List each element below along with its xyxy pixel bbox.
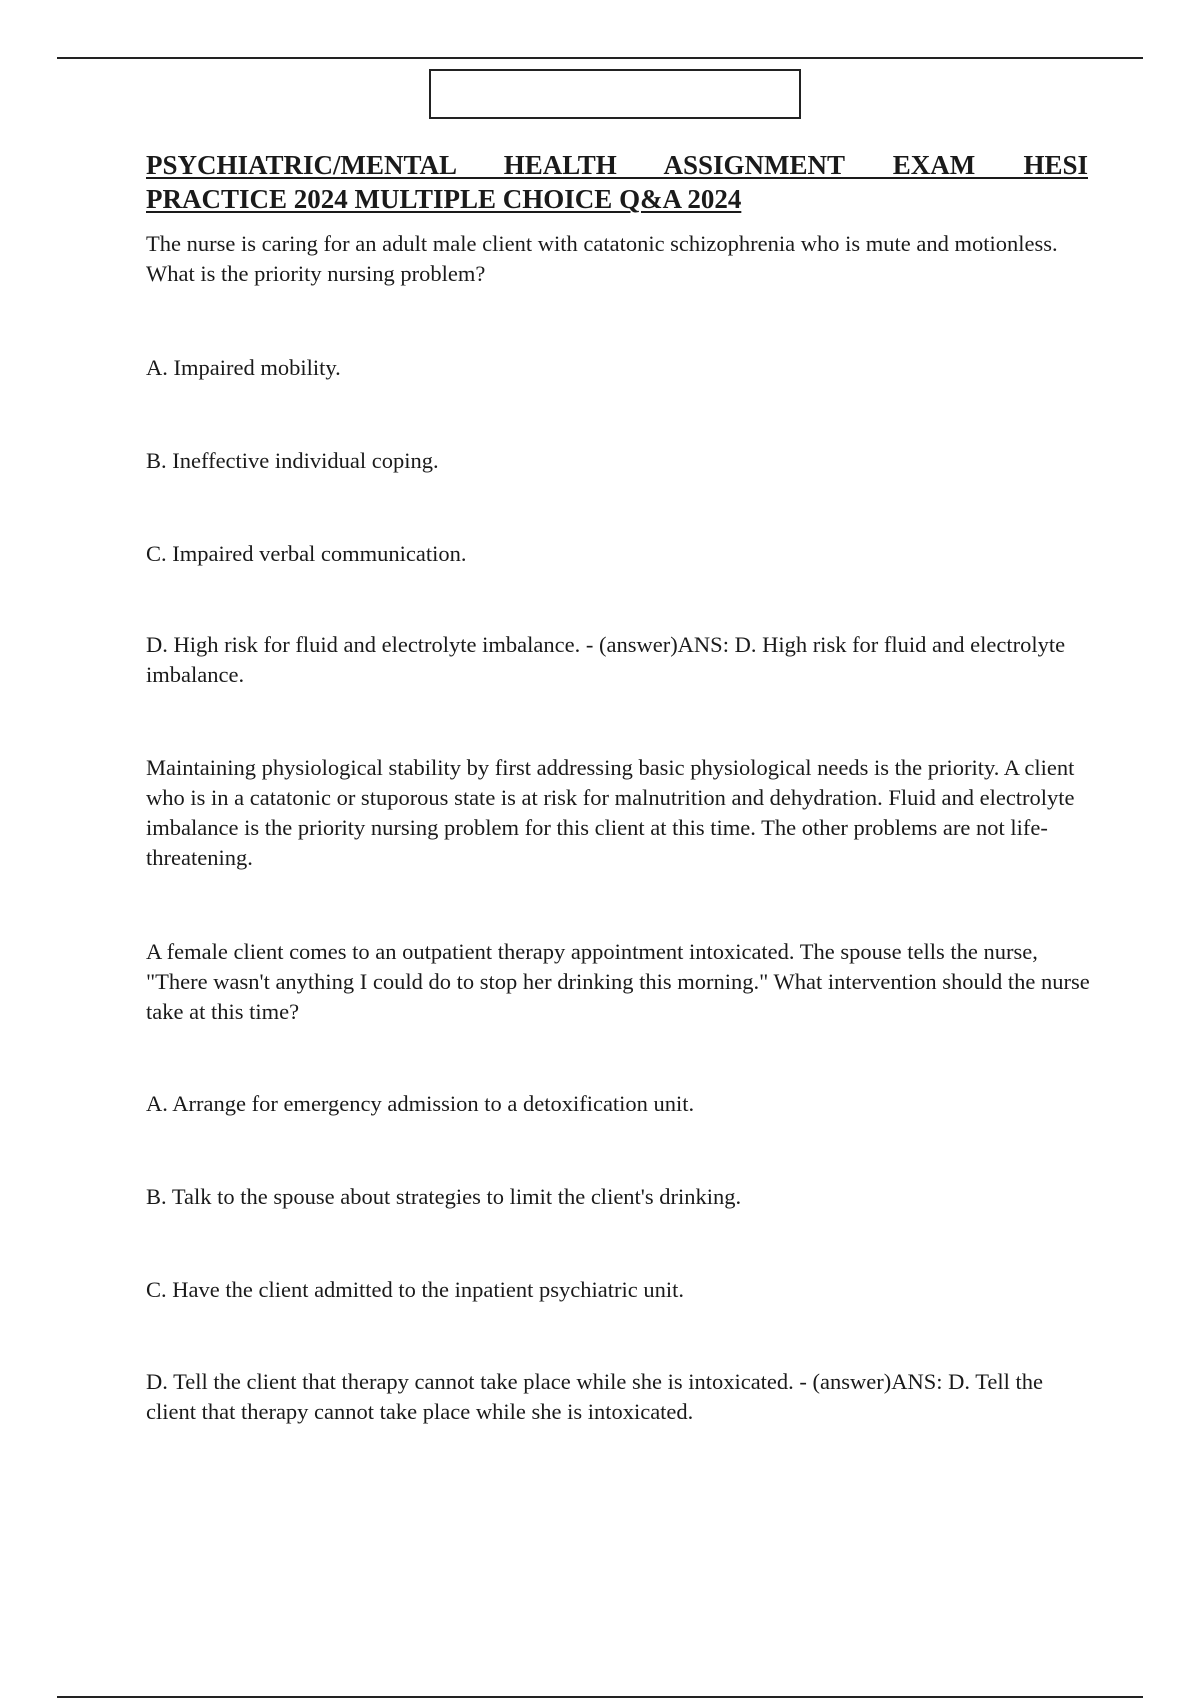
question-1-option-d: D. High risk for fluid and electrolyte imbalance. - (answer)ANS: D. High risk for fluid and electrolyte imbalance.: [146, 632, 1066, 687]
document-title: [146, 148, 1088, 216]
question-2-option-d: D. Tell the client that therapy cannot take place while she is intoxicated. - (answer)ANS: D. Tell the client that therapy cannot take place while she is intoxicated.: [146, 1369, 1043, 1424]
question-2-option-a: A. Arrange for emergency admission to a detoxification unit.: [146, 1091, 695, 1116]
title-line-2: PRACTICE 2024 MULTIPLE CHOICE Q&A 2024: [146, 184, 742, 214]
question-1-option-c: C. Impaired verbal communication.: [146, 541, 467, 566]
top-rule: [57, 57, 1143, 59]
header-box: [429, 69, 801, 119]
question-1-stem: The nurse is caring for an adult male client with catatonic schizophrenia who is mute and motionless. What is the priority nursing problem?: [146, 231, 1058, 286]
question-2-option-b: B. Talk to the spouse about strategies to limit the client's drinking.: [146, 1184, 742, 1209]
title-line-1: PSYCHIATRIC/MENTAL HEALTH ASSIGNMENT EXAM HESI: [146, 150, 1088, 180]
question-1-rationale: Maintaining physiological stability by first addressing basic physiological needs is the priority. A client who is in a catatonic or stuporous state is at risk for malnutrition and dehydration. Fluid and electrolyte imbalance is the priority nursing problem for this client at this time. The other problems are not life-threatening.: [146, 755, 1075, 870]
question-2-stem: A female client comes to an outpatient therapy appointment intoxicated. The spouse tells the nurse, "There wasn't anything I could do to stop her drinking this morning." What intervention should the nurse take at this time?: [146, 939, 1090, 1024]
question-1-option-a: A. Impaired mobility.: [146, 355, 341, 380]
question-2-option-c: C. Have the client admitted to the inpatient psychiatric unit.: [146, 1277, 684, 1302]
question-1-option-b: B. Ineffective individual coping.: [146, 448, 439, 473]
bottom-rule: [57, 1696, 1143, 1698]
